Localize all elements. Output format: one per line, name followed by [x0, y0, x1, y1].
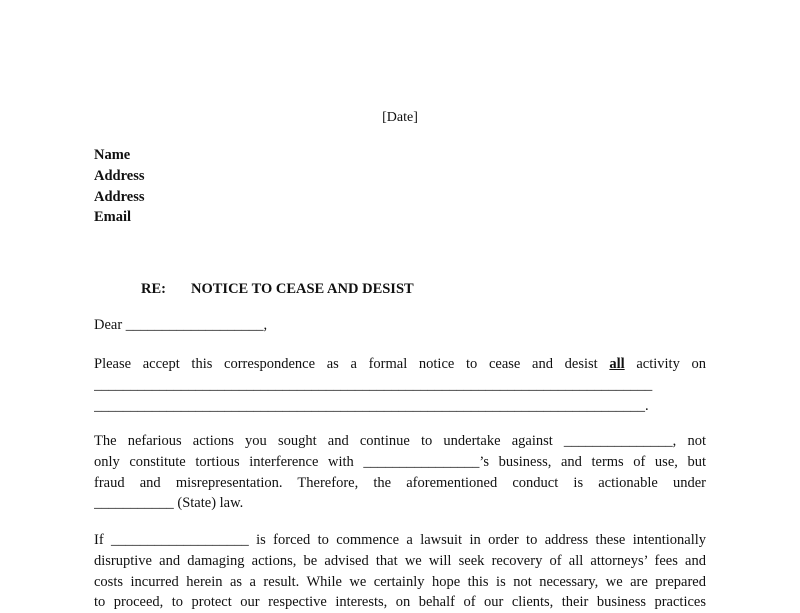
subject-text: NOTICE TO CEASE AND DESIST: [191, 281, 414, 297]
paragraph-line: If ___________________ is forced to commence a lawsuit in order to address these intentionally: [94, 532, 706, 548]
sender-name: Name: [94, 147, 131, 163]
sender-address-1: Address: [94, 167, 145, 184]
paragraph-line: only constitute tortious interference with ________________’s business, and terms of use, but: [94, 453, 706, 470]
subject-label: RE:: [141, 281, 166, 297]
date-placeholder: [Date]: [382, 110, 418, 125]
paragraph-line: The nefarious actions you sought and continue to undertake against _______________, not: [94, 433, 706, 449]
sender-block: [94, 145, 145, 228]
paragraph-lawsuit: [94, 530, 706, 613]
paragraph-notice: [94, 354, 706, 416]
paragraph-line: ___________ (State) law.: [94, 495, 244, 512]
paragraph-line: fraud and misrepresentation. Therefore, the aforementioned conduct is actionable under: [94, 474, 706, 491]
paragraph-actions: [94, 431, 706, 514]
paragraph-line: disruptive and damaging actions, be advised that we will seek recovery of all attorneys’ fees and: [94, 552, 706, 569]
salutation: Dear ___________________,: [94, 317, 268, 333]
notice-text-end: activity on: [624, 356, 706, 372]
blank-fill-line: _____________________________________________________________________________: [94, 376, 653, 393]
paragraph-line: costs incurred herein as a result. While we certainly hope this is not necessary, we are prepared: [94, 573, 706, 590]
paragraph-line: [94, 354, 706, 375]
subject-line: [141, 281, 414, 298]
sender-address-2: Address: [94, 188, 145, 205]
paragraph-line: to proceed, to protect our respective interests, on behalf of our clients, their business practices: [94, 594, 706, 611]
notice-emphasis: all: [609, 356, 625, 372]
sender-email: Email: [94, 209, 132, 226]
notice-text-start: Please accept this correspondence as a formal notice to cease and desist: [94, 356, 610, 372]
blank-fill-line: ____________________________________________________________________________.: [94, 397, 649, 414]
